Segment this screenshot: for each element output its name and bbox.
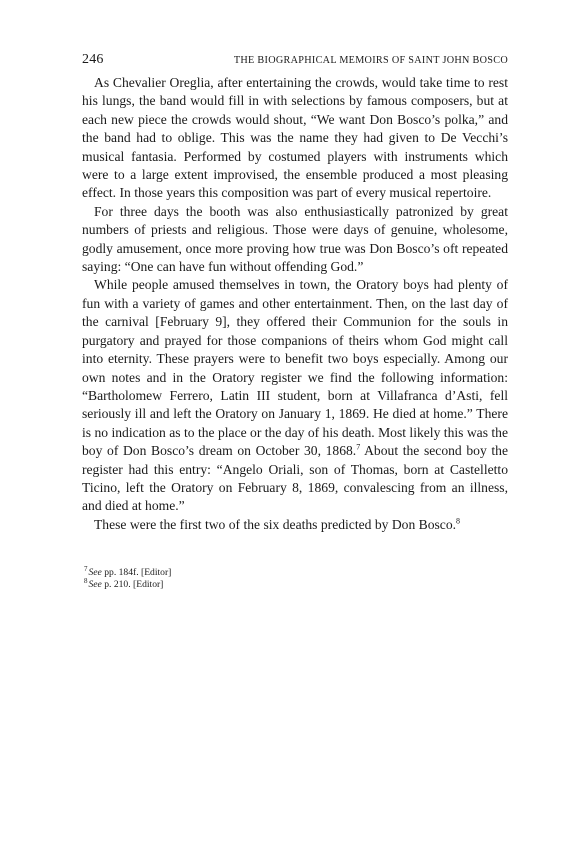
paragraph-4 <box>82 516 508 534</box>
footnote-text: pp. 184f. [Editor] <box>101 567 172 579</box>
paragraph-3 <box>82 276 508 515</box>
page-header <box>82 52 508 72</box>
footnote-reference: 8 <box>456 516 461 526</box>
footnote <box>84 576 508 591</box>
paragraph-text: These were the first two of the six deaths predicted by Don Bosco. <box>94 516 457 532</box>
running-head: THE BIOGRAPHICAL MEMOIRS OF SAINT JOHN BOSCO <box>233 55 508 66</box>
footnote <box>84 564 508 579</box>
paragraph-text: About the second boy the register had this entry: “Angelo Oriali, son of Thomas, born at Castelletto Ticino, left the Oratory on February 8, 1869, convalescing from an illness, and died at home.” <box>82 443 508 514</box>
book-page <box>82 52 508 591</box>
footnote-mark: 7 <box>84 564 88 573</box>
footnote-mark: 8 <box>84 576 88 585</box>
paragraph-2 <box>82 203 508 277</box>
footnotes <box>82 564 508 591</box>
paragraph-text: For three days the booth was also enthusiastically patronized by great numbers of priests and religious. Those were days of genuine, wholesome, godly amusement, once more proving how true was Don Bosco’s oft repeated saying: “One can have fun without offending God.” <box>82 203 508 275</box>
page-number: 246 <box>82 52 104 67</box>
paragraph-text: As Chevalier Oreglia, after entertaining the crowds, would take time to rest his lungs, the band would fill in with selections by famous composers, but at each new piece the crowds would shout, “We want Don Bosco’s polka,” and the band had to oblige. This was the name they had given to De Vecchi’s musical fantasia. Performed by costumed players with instruments which were to a large extent improvised, the ensemble produced a most pleasing effect. In those years this composition was part of every musical repertoire. <box>82 75 508 201</box>
footnote-see: See <box>88 579 102 591</box>
footnote-see: See <box>88 567 102 579</box>
paragraph-1 <box>82 74 508 203</box>
footnote-text: p. 210. [Editor] <box>101 579 164 591</box>
footnote-reference: 7 <box>356 442 361 452</box>
paragraph-text: While people amused themselves in town, the Oratory boys had plenty of fun with a variety of games and other entertainment. Then, on the last day of the carnival [February 9], they offered their Communion for the souls in purgatory and prayed for those companions of theirs whom God might call into eternity. These prayers were to benefit two boys especially. Among our own notes and in the Oratory register we find the following information: “Bartholomew Ferrero, Latin III student, born at Villafranca d’Asti, fell seriously ill and left the Oratory on January 1, 1869. He died at home.” There is no indication as to the place or the day of his death. Most likely this was the boy of Don Bosco’s dream on October 30, 1868. <box>82 277 508 459</box>
